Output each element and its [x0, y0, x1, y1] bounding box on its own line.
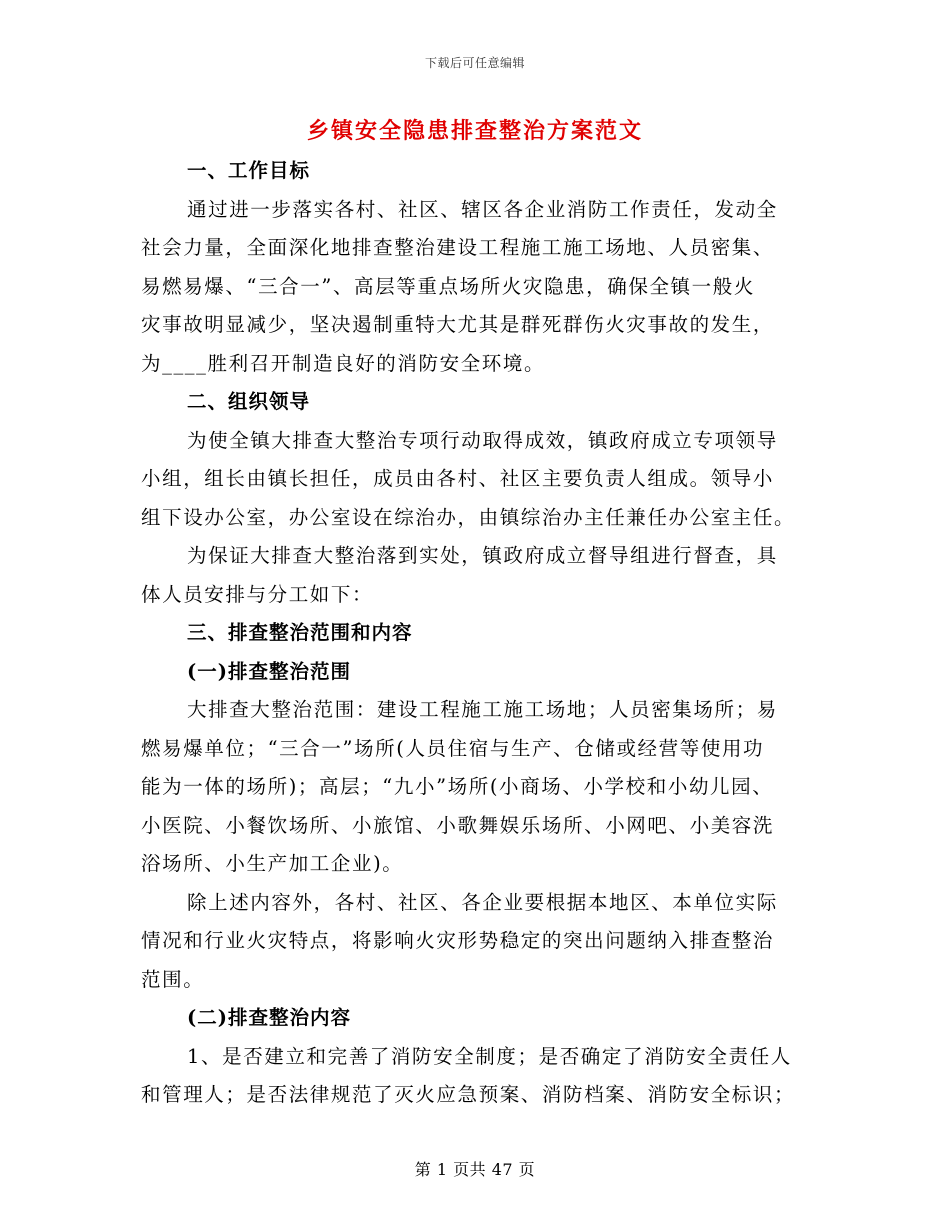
- paragraph-line: 和管理人；是否法律规范了灭火应急预案、消防档案、消防安全标识；: [141, 1083, 796, 1106]
- section-heading: (一)排查整治范围: [187, 659, 351, 683]
- paragraph-line: 情况和行业火灾特点，将影响火灾形势稳定的突出问题纳入排查整治: [141, 929, 775, 952]
- header-note: 下载后可任意编辑: [424, 56, 525, 70]
- section-heading: 三、排查整治范围和内容: [187, 621, 413, 644]
- page-footer: 第 1 页共 47 页: [414, 1160, 536, 1179]
- paragraph-line: 社会力量，全面深化地排查整治建设工程施工施工场地、人员密集、: [141, 236, 775, 259]
- document-title: 乡镇安全隐患排查整治方案范文: [306, 118, 643, 144]
- section-heading: (二)排查整治内容: [187, 1006, 351, 1029]
- paragraph-line: 小组，组长由镇长担任，成员由各村、社区主要负责人组成。领导小: [141, 467, 775, 490]
- paragraph-line: 能为一体的场所)；高层；“九小”场所(小商场、小学校和小幼儿园、: [141, 775, 774, 798]
- paragraph-line: 灾事故明显减少，坚决遏制重特大尤其是群死群伤火灾事故的发生，: [141, 313, 775, 336]
- paragraph-first-line: 为保证大排查大整治落到实处，镇政府成立督导组进行督查，具: [187, 544, 778, 567]
- section-heading: 一、工作目标: [187, 159, 311, 182]
- paragraph-first-line: 除上述内容外，各村、社区、各企业要根据本地区、本单位实际: [187, 890, 778, 914]
- paragraph-line: 体人员安排与分工如下：: [141, 582, 374, 606]
- paragraph-line: 燃易爆单位；“三合一”场所(人员住宿与生产、仓储或经营等使用功: [141, 736, 765, 760]
- section-heading: 二、组织领导: [187, 390, 311, 413]
- paragraph-line: 小医院、小餐饮场所、小旅馆、小歌舞娱乐场所、小网吧、小美容洗: [141, 813, 775, 837]
- paragraph-first-line: 通过进一步落实各村、社区、辖区各企业消防工作责任，发动全: [187, 197, 778, 221]
- paragraph-first-line: 为使全镇大排查大整治专项行动取得成效，镇政府成立专项领导: [187, 428, 778, 452]
- paragraph-line: 范围。: [141, 967, 205, 991]
- paragraph-line: 为____胜利召开制造良好的消防安全环境。: [141, 351, 546, 375]
- paragraph-first-line: 大排查大整治范围：建设工程施工施工场地；人员密集场所；易: [187, 698, 778, 721]
- document-body: [141, 152, 801, 1115]
- paragraph-line: 浴场所、小生产加工企业)。: [141, 852, 404, 875]
- paragraph-line: 组下设办公室，办公室设在综治办，由镇综治办主任兼任办公室主任。: [141, 505, 796, 529]
- paragraph-first-line: 1、是否建立和完善了消防安全制度；是否确定了消防安全责任人: [187, 1044, 792, 1068]
- paragraph-line: 易燃易爆、“三合一”、高层等重点场所火灾隐患，确保全镇一般火: [141, 274, 755, 298]
